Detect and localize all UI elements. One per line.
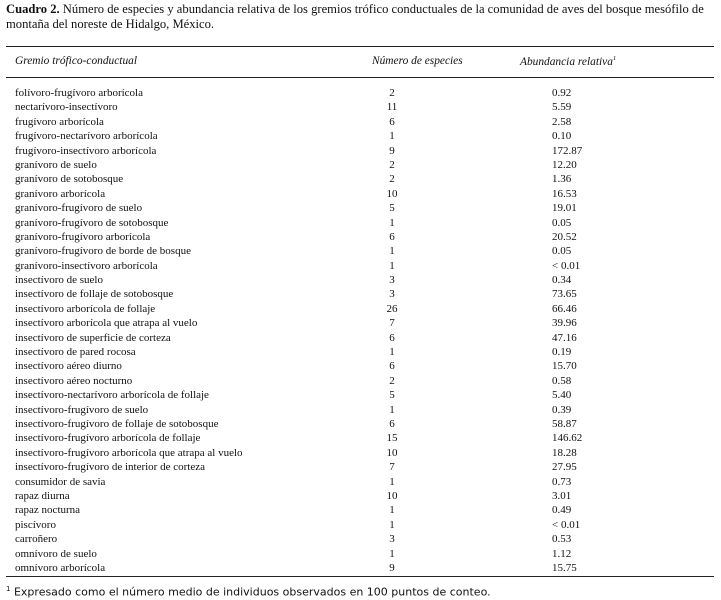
cell-abundancia-relativa: 0.34 (552, 274, 572, 287)
cell-numero-especies: 3 (389, 288, 395, 301)
cell-numero-especies: 5 (389, 389, 395, 402)
cell-gremio: insectívoro de follaje de sotobosque (15, 288, 174, 301)
table-row (0, 547, 721, 561)
cell-gremio: granívoro de sotobosque (15, 173, 124, 186)
table-top-rule (6, 46, 714, 47)
cell-gremio: frugívoro arborícola (15, 115, 104, 128)
cell-numero-especies: 7 (389, 461, 395, 474)
cell-abundancia-relativa: < 0.01 (552, 259, 581, 272)
cell-numero-especies: 11 (386, 101, 398, 114)
table-row (0, 86, 721, 100)
header-abundancia-label: Abundancia relativa (520, 55, 613, 68)
cell-abundancia-relativa: 0.58 (552, 374, 572, 387)
cell-abundancia-relativa: 2.58 (552, 115, 572, 128)
cell-abundancia-relativa: 146.62 (552, 432, 583, 445)
table-caption (6, 2, 706, 32)
table-row (0, 331, 721, 345)
cell-abundancia-relativa: 47.16 (552, 331, 577, 344)
cell-gremio: insectívoro arborícola de follaje (15, 302, 156, 315)
cell-abundancia-relativa: 0.10 (552, 130, 572, 143)
cell-numero-especies: 1 (389, 216, 395, 229)
table-row (0, 446, 721, 460)
cell-numero-especies: 3 (389, 533, 395, 546)
header-footnote-mark: 1 (612, 55, 617, 62)
cell-numero-especies: 2 (389, 374, 395, 387)
table-row (0, 316, 721, 330)
table-row (0, 115, 721, 129)
table-row (0, 489, 721, 503)
cell-abundancia-relativa: 27.95 (552, 461, 577, 474)
cell-numero-especies: 6 (389, 360, 395, 373)
table-row (0, 417, 721, 431)
table-row (0, 374, 721, 388)
table-body (0, 86, 721, 575)
cell-gremio: insectívoro-frugívoro de follaje de sotobosque (15, 417, 219, 430)
table-footnote (6, 582, 491, 600)
cell-gremio: nectarívoro-insectívoro (15, 101, 118, 114)
cell-numero-especies: 1 (389, 547, 395, 560)
cell-numero-especies: 10 (386, 446, 398, 459)
table-row (0, 158, 721, 172)
header-numero-especies: Número de especies (372, 55, 463, 67)
cell-gremio: rapaz diurna (15, 489, 70, 502)
table-row (0, 244, 721, 258)
cell-numero-especies: 10 (386, 187, 398, 200)
caption-text: Número de especies y abundancia relativa de los gremios trófico conductuales de la comunidad de aves del bosque mesófilo de montaña del noreste de Hidalgo, México. (6, 2, 704, 31)
cell-abundancia-relativa: 0.49 (552, 504, 572, 517)
cell-gremio: granívoro de suelo (15, 158, 97, 171)
cell-numero-especies: 10 (386, 489, 398, 502)
cell-abundancia-relativa: 73.65 (552, 288, 577, 301)
cell-numero-especies: 9 (389, 561, 395, 574)
cell-gremio: folívoro-frugívoro arborícola (15, 87, 143, 99)
cell-abundancia-relativa: 15.75 (552, 561, 577, 574)
table-row (0, 187, 721, 201)
cell-abundancia-relativa: 19.01 (552, 202, 577, 215)
cell-gremio: granívoro-frugívoro de sotobosque (15, 216, 169, 229)
cell-gremio: insectívoro-frugívoro arborícola de follaje (15, 432, 201, 445)
table-row (0, 287, 721, 301)
cell-abundancia-relativa: < 0.01 (552, 518, 581, 531)
cell-gremio: insectívoro de superficie de corteza (15, 331, 171, 344)
table-row (0, 201, 721, 215)
cell-numero-especies: 6 (389, 417, 395, 430)
cell-abundancia-relativa: 39.96 (552, 317, 577, 330)
cell-abundancia-relativa: 1.12 (552, 547, 572, 560)
cell-gremio: frugívoro-nectarívoro arborícola (15, 130, 158, 143)
cell-abundancia-relativa: 15.70 (552, 360, 577, 373)
cell-gremio: carroñero (15, 533, 58, 546)
cell-abundancia-relativa: 12.20 (552, 158, 577, 171)
table-row (0, 259, 721, 273)
cell-abundancia-relativa: 0.05 (552, 216, 572, 229)
table-row (0, 460, 721, 474)
cell-numero-especies: 1 (389, 130, 395, 143)
table-row (0, 475, 721, 489)
cell-gremio: granívoro arborícola (15, 187, 106, 200)
table-row (0, 144, 721, 158)
cell-numero-especies: 9 (389, 144, 395, 157)
cell-abundancia-relativa: 0.19 (552, 346, 572, 359)
cell-abundancia-relativa: 1.36 (552, 173, 572, 186)
cell-gremio: omnívoro arborícola (15, 561, 106, 574)
cell-abundancia-relativa: 0.05 (552, 245, 572, 258)
cell-abundancia-relativa: 16.53 (552, 187, 577, 200)
cell-abundancia-relativa: 20.52 (552, 230, 577, 243)
cell-numero-especies: 2 (389, 173, 395, 186)
cell-numero-especies: 1 (389, 518, 395, 531)
cell-abundancia-relativa: 0.39 (552, 403, 572, 416)
cell-gremio: consumidor de savia (15, 475, 106, 488)
table-row (0, 216, 721, 230)
table-bottom-rule (6, 576, 714, 577)
cell-numero-especies: 3 (389, 274, 395, 287)
cell-gremio: granívoro-frugívoro arborícola (15, 230, 151, 243)
cell-gremio: granívoro-frugívoro de borde de bosque (15, 245, 191, 258)
cell-gremio: insectívoro aéreo diurno (15, 360, 122, 373)
table-row (0, 532, 721, 546)
table-row (0, 388, 721, 402)
cell-gremio: granívoro-frugívoro de suelo (15, 202, 143, 215)
cell-gremio: insectívoro-frugívoro arborícola que atrapa al vuelo (15, 446, 243, 459)
cell-numero-especies: 26 (386, 302, 398, 315)
table-row (0, 403, 721, 417)
footnote-mark: 1 (6, 585, 11, 593)
table-row (0, 345, 721, 359)
table-row (0, 100, 721, 114)
cell-abundancia-relativa: 5.59 (552, 101, 572, 114)
cell-abundancia-relativa: 18.28 (552, 446, 577, 459)
cell-abundancia-relativa: 172.87 (552, 144, 583, 157)
header-gremio: Gremio trófico-conductual (15, 55, 138, 67)
cell-abundancia-relativa: 0.73 (552, 475, 572, 488)
cell-numero-especies: 6 (389, 230, 395, 243)
cell-numero-especies: 15 (386, 432, 398, 445)
cell-gremio: piscívoro (15, 518, 56, 531)
cell-gremio: insectívoro de suelo (15, 274, 103, 287)
cell-numero-especies: 1 (389, 475, 395, 488)
cell-abundancia-relativa: 58.87 (552, 417, 577, 430)
cell-numero-especies: 6 (389, 115, 395, 128)
cell-numero-especies: 1 (389, 245, 395, 258)
cell-gremio: insectívoro-frugívoro de interior de corteza (15, 461, 205, 474)
header-abundancia-relativa (520, 55, 616, 68)
cell-gremio: rapaz nocturna (15, 504, 81, 517)
table-header-rule (6, 77, 714, 78)
cell-gremio: granívoro-insectívoro arborícola (15, 259, 158, 272)
cell-numero-especies: 1 (389, 403, 395, 416)
cell-gremio: insectívoro de pared rocosa (15, 346, 136, 359)
cell-numero-especies: 1 (389, 504, 395, 517)
table-row (0, 431, 721, 445)
table-row (0, 359, 721, 373)
cell-abundancia-relativa: 66.46 (552, 302, 577, 315)
table-row (0, 273, 721, 287)
cell-abundancia-relativa: 0.92 (552, 87, 572, 99)
cell-numero-especies: 2 (389, 87, 395, 99)
cell-numero-especies: 6 (389, 331, 395, 344)
cell-numero-especies: 1 (389, 259, 395, 272)
footnote-text: Expresado como el número medio de individuos observados en 100 puntos de conteo. (10, 585, 491, 599)
cell-abundancia-relativa: 0.53 (552, 533, 572, 546)
cell-numero-especies: 7 (389, 317, 395, 330)
table-row (0, 172, 721, 186)
table-row (0, 518, 721, 532)
cell-gremio: insectívoro-nectarívoro arborícola de follaje (15, 389, 209, 402)
table-row (0, 503, 721, 517)
cell-numero-especies: 5 (389, 202, 395, 215)
cell-numero-especies: 2 (389, 158, 395, 171)
cell-numero-especies: 1 (389, 346, 395, 359)
cell-abundancia-relativa: 3.01 (552, 489, 572, 502)
cell-gremio: insectívoro-frugívoro de suelo (15, 403, 149, 416)
table-header (0, 55, 721, 71)
table-row (0, 302, 721, 316)
cell-gremio: insectívoro aéreo nocturno (15, 374, 133, 387)
table-row (0, 561, 721, 575)
cell-abundancia-relativa: 5.40 (552, 389, 572, 402)
table-row (0, 129, 721, 143)
caption-label: Cuadro 2. (6, 2, 60, 16)
cell-gremio: omnívoro de suelo (15, 547, 97, 560)
cell-gremio: frugívoro-insectívoro arborícola (15, 144, 157, 157)
table-row (0, 230, 721, 244)
cell-gremio: insectívoro arborícola que atrapa al vuelo (15, 317, 198, 330)
